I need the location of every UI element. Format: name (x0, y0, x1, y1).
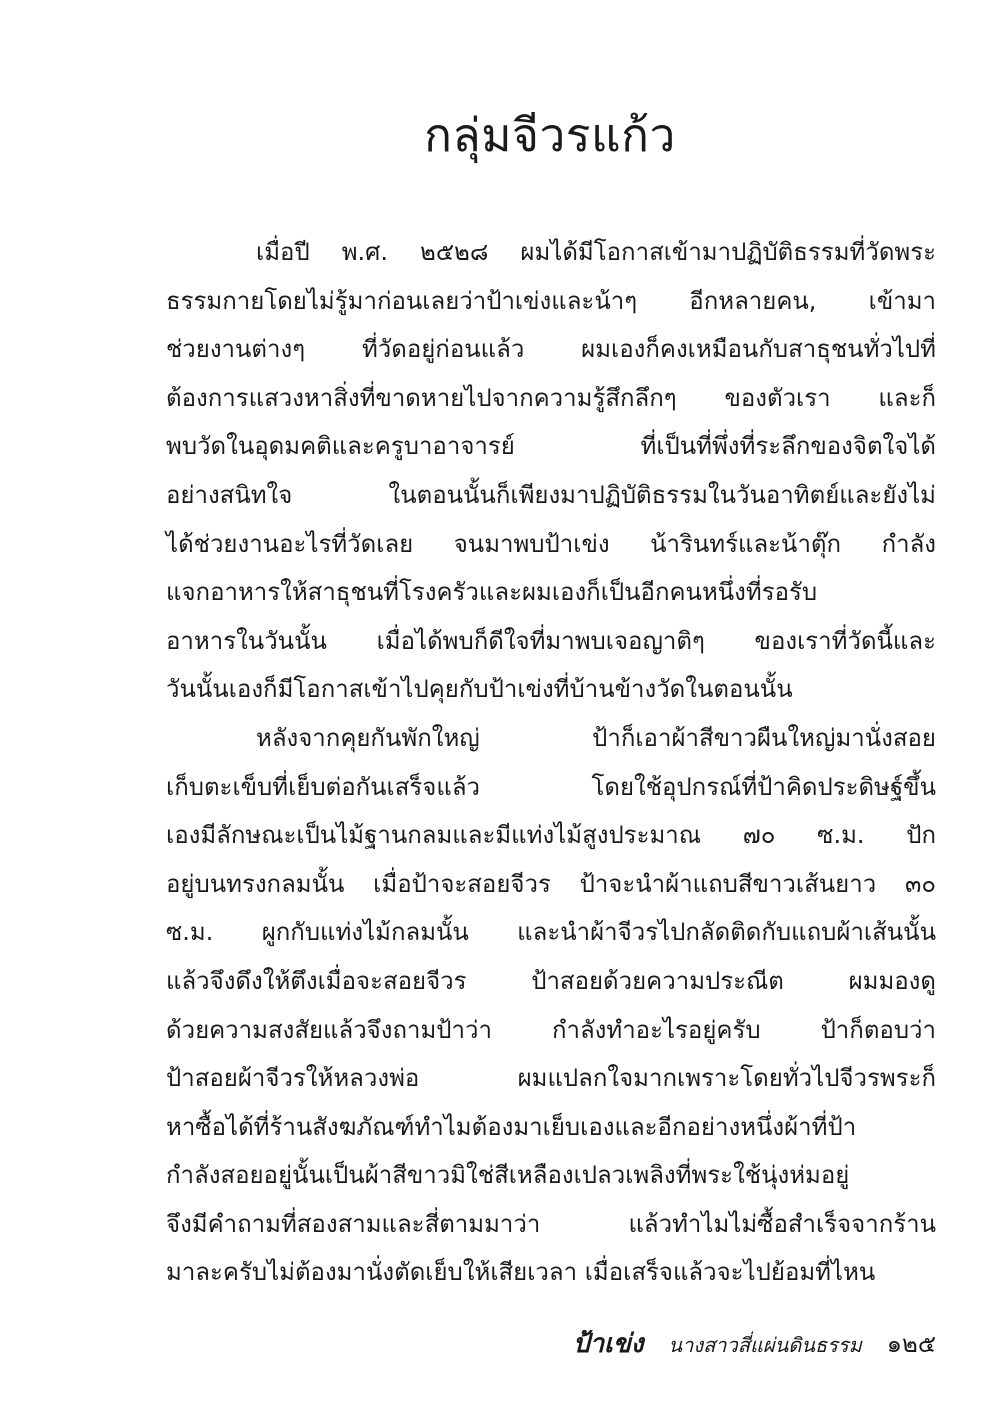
text-line: พบวัดในอุดมคติและครูบาอาจารย์ ที่เป็นที่พึ่งที่ระลึกของจิตใจได้ (166, 432, 936, 461)
paragraph-1 (166, 228, 936, 714)
text-line: แล้วจึงดึงให้ตึงเมื่อจะสอยจีวร ป้าสอยด้วยความประณีต ผมมองดู (166, 966, 936, 995)
text-line: ป้าสอยผ้าจีวรให้หลวงพ่อ ผมแปลกใจมากเพราะโดยทั่วไปจีวรพระก็ (166, 1064, 936, 1093)
text-line: ซ.ม. ผูกกับแท่งไม้กลมนั้น และนำผ้าจีวรไปกลัดติดกับแถบผ้าเส้นนั้น (166, 918, 936, 947)
text-line: ต้องการแสวงหาสิ่งที่ขาดหายไปจากความรู้สึกลึกๆ ของตัวเรา และก็ (166, 383, 936, 412)
text-line: เก็บตะเข็บที่เย็บต่อกันเสร็จแล้ว โดยใช้อุปกรณ์ที่ป้าคิดประดิษฐ์ขึ้น (166, 772, 936, 801)
text-line: จึงมีคำถามที่สองสามและสี่ตามมาว่า แล้วทำไมไม่ซื้อสำเร็จจากร้าน (166, 1209, 936, 1238)
text-line: หลังจากคุยกันพักใหญ่ ป้าก็เอาผ้าสีขาวผืนใหญ่มานั่งสอย (256, 723, 936, 752)
page-footer (573, 1324, 936, 1366)
text-line: วันนั้นเองก็มีโอกาสเข้าไปคุยกับป้าเข่งที่บ้านข้างวัดในตอนนั้น (166, 675, 793, 704)
text-line: มาละครับไม่ต้องมานั่งตัดเย็บให้เสียเวลา เมื่อเสร็จแล้วจะไปย้อมที่ไหน (166, 1258, 876, 1287)
text-line: ธรรมกายโดยไม่รู้มาก่อนเลยว่าป้าเข่งและน้าๆ อีกหลายคน, เข้ามา (166, 286, 936, 315)
footer-name: ป้าเข่ง (572, 1329, 644, 1359)
text-line: เองมีลักษณะเป็นไม้ฐานกลมและมีแท่งไม้สูงประมาณ ๗๐ ซ.ม. ปัก (166, 821, 936, 850)
text-line: เมื่อปี พ.ศ. ๒๕๒๘ ผมได้มีโอกาสเข้ามาปฏิบัติธรรมที่วัดพระ (256, 238, 936, 266)
text-line: ช่วยงานต่างๆ ที่วัดอยู่ก่อนแล้ว ผมเองก็คงเหมือนกับสาธุชนทั่วไปที่ (166, 335, 936, 364)
text-line: กำลังสอยอยู่นั้นเป็นผ้าสีขาวมิใช่สีเหลืองเปลวเพลิงที่พระใช้นุ่งห่มอยู่ (166, 1161, 850, 1190)
chapter-title: กลุ่มจีวรแก้ว (424, 108, 676, 162)
text-line: หาซื้อได้ที่ร้านสังฆภัณฑ์ทำไมต้องมาเย็บเองและอีกอย่างหนึ่งผ้าที่ป้า (166, 1112, 857, 1141)
page-number: ๑๒๕ (886, 1330, 936, 1358)
text-line: อยู่บนทรงกลมนั้น เมื่อป้าจะสอยจีวร ป้าจะนำผ้าแถบสีขาวเส้นยาว ๓๐ (166, 869, 936, 898)
body-text (166, 228, 936, 1297)
text-line: อาหารในวันนั้น เมื่อได้พบก็ดีใจที่มาพบเจอญาติๆ ของเราที่วัดนี้และ (166, 626, 936, 655)
footer-book-title: นางสาวสี่แผ่นดินธรรม (668, 1333, 862, 1357)
text-line: อย่างสนิทใจ ในตอนนั้นก็เพียงมาปฏิบัติธรรมในวันอาทิตย์และยังไม่ (166, 480, 936, 509)
text-line: ด้วยความสงสัยแล้วจึงถามป้าว่า กำลังทำอะไรอยู่ครับ ป้าก็ตอบว่า (166, 1015, 936, 1044)
text-line: ได้ช่วยงานอะไรที่วัดเลย จนมาพบป้าเข่ง น้ารินทร์และน้าตุ๊ก กำลัง (166, 529, 936, 558)
text-line: แจกอาหารให้สาธุชนที่โรงครัวและผมเองก็เป็นอีกคนหนึ่งที่รอรับ (166, 578, 818, 607)
paragraph-2 (166, 714, 936, 1297)
